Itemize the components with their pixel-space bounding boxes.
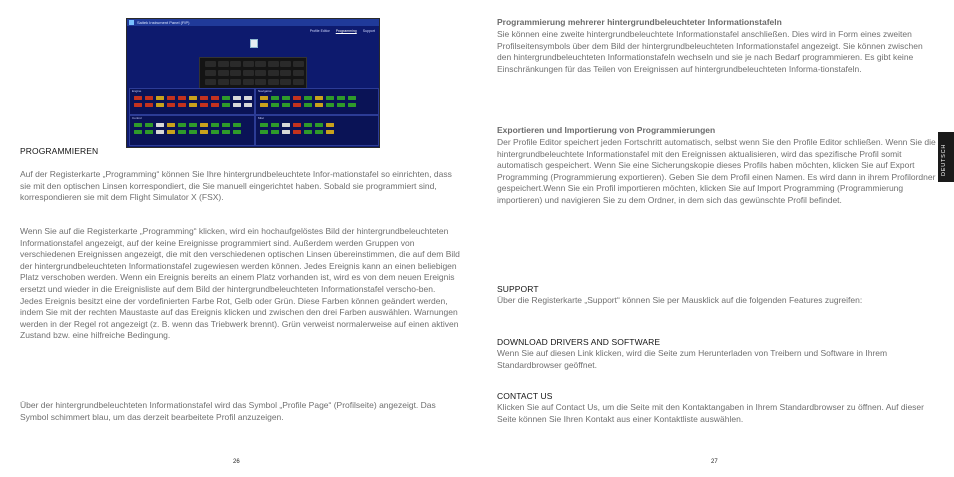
event-group-title: Engine [132,89,142,93]
event-chip [282,96,290,100]
panel-lens-slot [293,70,304,76]
event-chip [315,103,323,107]
event-chip [145,123,153,127]
event-chip [167,123,175,127]
programming-heading: PROGRAMMIEREN [20,146,99,156]
event-chip [134,130,142,134]
event-chip [211,130,219,134]
screenshot-tabs [305,29,375,33]
event-chip [282,130,290,134]
event-chip [189,130,197,134]
event-chip [304,96,312,100]
event-chip [134,96,142,100]
event-chip [211,123,219,127]
support-paragraph: Über die Registerkarte „Support“ können Sie per Mausklick auf die folgenden Features zugreifen: [497,295,863,305]
panel-lens-slot [243,79,254,85]
event-chip [315,96,323,100]
event-chip [260,123,268,127]
contact-paragraph: Klicken Sie auf Contact Us, um die Seite mit den Kontaktangaben in Ihrem Standardbrowser zu öffnen. Auf dieser Seite können Sie Ihren Kontakt aus einer Kontaktliste auswählen. [497,402,924,424]
event-chip [326,96,334,100]
event-group-misc [255,115,379,146]
panel-lens-slot [230,79,241,85]
panel-lens-slot [280,79,291,85]
event-chip [178,96,186,100]
event-chip [260,103,268,107]
page-number-left: 26 [233,459,240,465]
event-chip [200,123,208,127]
event-chip [145,96,153,100]
event-chip [315,123,323,127]
support-heading: SUPPORT [497,284,539,294]
panel-lens-slot [280,70,291,76]
event-chip [244,103,252,107]
panel-lens-slot [218,70,229,76]
panel-lens-slot [205,70,216,76]
export-import-paragraph: Der Profile Editor speichert jeden Fortschritt automatisch, selbst wenn Sie den Profile Editor schließen. Wenn Sie die hintergrundbeleuchtete Informationstafel mit den Ereignissen aktualisieren, wird das spezifische Profil somit automatisch gespeichert. Wenn Sie eine Sicherungskopie dieses Profils haben möchten, klicken Sie auf Export Programming (Programmierung exportieren). Geben Sie dem Profil einen Namen. Es wird dann in ihrem Profilordner gespeichert.Wenn Sie ein Profil importieren möchten, klicken Sie auf Import Programming (Programmierung importieren) und navigieren Sie zu dem Ordner, in dem sich das gewünschte Profil befindet. [497,137,936,205]
download-paragraph: Wenn Sie auf diesen Link klicken, wird die Seite zum Herunterladen von Treibern und Software in Ihrem Standardbrowser geöffnet. [497,348,888,370]
programming-paragraph-2: Wenn Sie auf die Registerkarte „Programming“ klicken, wird ein hochaufgelöstes Bild der hintergrundbeleuchteten Informationstafel angezeigt, auf der keine Ereignisse programmiert sind. Außerdem werden Gruppen von verschiedenen Ereignissen angezeigt, die mit den verschiedenen optischen Linsen übereinstimmen, die auf dem Bild der hintergrundbeleuchteten Informationstafel zugewiesen werden können. Jedes Ereignis kann an einen beliebigen Platz verschoben werden. Wenn ein Ereignis bereits an einem Platz vorhanden ist, wird es von dem neuen Ereignis ersetzt und wieder in die Ereignisliste auf dem Bild der hintergrundbeleuchteten Informationstafel verscho-ben. Jedes Ereignis besitzt eine der vordefinierten Farbe Rot, Gelb oder Grün. Diese Farben können geändert werden, indem Sie mit der rechten Maustaste auf das Ereignis klicken und zwischen den drei Farben auswählen. Warnungen werden in der Regel rot angezeigt (z. B. wenn das Triebwerk brennt). Grün verweist normalerweise auf einen aktiven Zustand bzw. eine hilfreiche Bedingung. [20,226,460,341]
screenshot-tab-profile-editor: Profile Editor [309,29,330,33]
backlit-panel-image [199,57,307,89]
event-group-control [129,115,255,146]
panel-lens-slot [230,61,241,67]
event-chip [326,123,334,127]
event-chip [156,96,164,100]
event-chip [304,103,312,107]
screenshot-window-title: Saitek Instrument Panel (FIP) [137,20,190,25]
event-chip [233,123,241,127]
contact-heading: CONTACT US [497,391,553,401]
event-chip [167,130,175,134]
panel-lens-slot [243,70,254,76]
event-chip [326,130,334,134]
right-page [477,0,954,477]
panel-lens-slot [230,70,241,76]
event-chip [222,130,230,134]
panel-lens-slot [268,70,279,76]
page-number-right: 27 [711,459,718,465]
event-chip [134,123,142,127]
event-groups [129,88,377,145]
language-tab-label: DEUTSCH [941,143,947,176]
language-tab [938,132,954,182]
event-chip [167,96,175,100]
event-chip [260,130,268,134]
event-chip [178,123,186,127]
programming-paragraph-1: Auf der Registerkarte „Programming“ können Sie Ihre hintergrundbeleuchtete Infor-mationstafel so einrichten, dass sie mit den optischen Linsen korrespondiert, die Sie manuell eingerichtet haben. Sobald sie programmiert sind, korrespondieren sie mit dem Flight Simulator X (FSX). [20,169,452,203]
panel-lens-slot [280,61,291,67]
screenshot-tab-support: Support [362,29,375,33]
panel-lens-slot [243,61,254,67]
event-chip [233,96,241,100]
event-chip [304,123,312,127]
event-chip [156,130,164,134]
event-group-navigation [255,88,379,115]
event-chip [200,103,208,107]
event-chip [271,130,279,134]
event-chip [337,103,345,107]
screenshot-tab-programming: Programming [335,29,357,33]
event-chip [189,96,197,100]
event-chip [271,123,279,127]
event-group-engine [129,88,255,115]
event-chip [293,123,301,127]
panel-lens-slot [268,79,279,85]
event-chip [145,130,153,134]
event-group-title: Misc [258,116,265,120]
event-chip [337,96,345,100]
download-heading: DOWNLOAD DRIVERS AND SOFTWARE [497,337,661,347]
event-chip [145,103,153,107]
event-chip [244,96,252,100]
programming-paragraph-3: Über der hintergrundbeleuchteten Informationstafel wird das Symbol „Profile Page“ (Profilseite) angezeigt. Das Symbol schimmert blau, um das derzeit bearbeitete Profil anzuzeigen. [20,400,436,422]
event-chip [200,96,208,100]
event-chip [222,103,230,107]
event-chip [348,103,356,107]
event-chip [282,103,290,107]
event-chip [293,96,301,100]
profile-page-icon [250,39,258,48]
event-chip [178,130,186,134]
panel-lens-slot [255,61,266,67]
event-chip [282,123,290,127]
event-chip [271,103,279,107]
screenshot-titlebar [127,19,379,26]
event-chip [211,96,219,100]
event-group-title: Navigation [258,89,273,93]
event-chip [222,123,230,127]
event-chip [200,130,208,134]
multi-panel-heading: Programmierung mehrerer hintergrundbeleuchteter Informationstafeln [497,17,782,27]
panel-lens-slot [218,79,229,85]
event-chip [189,103,197,107]
panel-lens-slot [205,79,216,85]
event-chip [271,96,279,100]
event-chip [134,103,142,107]
panel-lens-slot [218,61,229,67]
event-chip [233,103,241,107]
event-chip [156,123,164,127]
panel-lens-slot [205,61,216,67]
event-chip [315,130,323,134]
app-logo-icon [129,20,134,25]
event-chip [211,103,219,107]
multi-panel-paragraph: Sie können eine zweite hintergrundbeleuchtete Informationstafel anschließen. Dies wird in Form eines zweiten Profilseitensymbols über dem Bild der hintergrundbeleuchteten Informationstafel angezeigt. Sie können zwischen den hintergrundbeleuchteten Informationstafeln wechseln und sie je nach Bedarf programmieren. Es gibt keine Einschränkungen für das Teilen von Ereignissen auf hintergrundbeleuchteten Informa-tionstafeln. [497,29,923,74]
export-import-heading: Exportieren und Importierung von Programmierungen [497,125,716,135]
event-group-title: Control [132,116,142,120]
event-chip [293,103,301,107]
event-chip [222,96,230,100]
event-chip [304,130,312,134]
panel-lens-slot [293,61,304,67]
panel-lens-slot [255,79,266,85]
panel-lens-slot [268,61,279,67]
event-chip [156,103,164,107]
panel-lens-slot [293,79,304,85]
panel-lens-slot [255,70,266,76]
event-chip [260,96,268,100]
event-chip [189,123,197,127]
event-chip [326,103,334,107]
event-chip [233,130,241,134]
event-chip [348,96,356,100]
programming-screenshot [126,18,380,148]
event-chip [178,103,186,107]
event-chip [167,103,175,107]
event-chip [293,130,301,134]
